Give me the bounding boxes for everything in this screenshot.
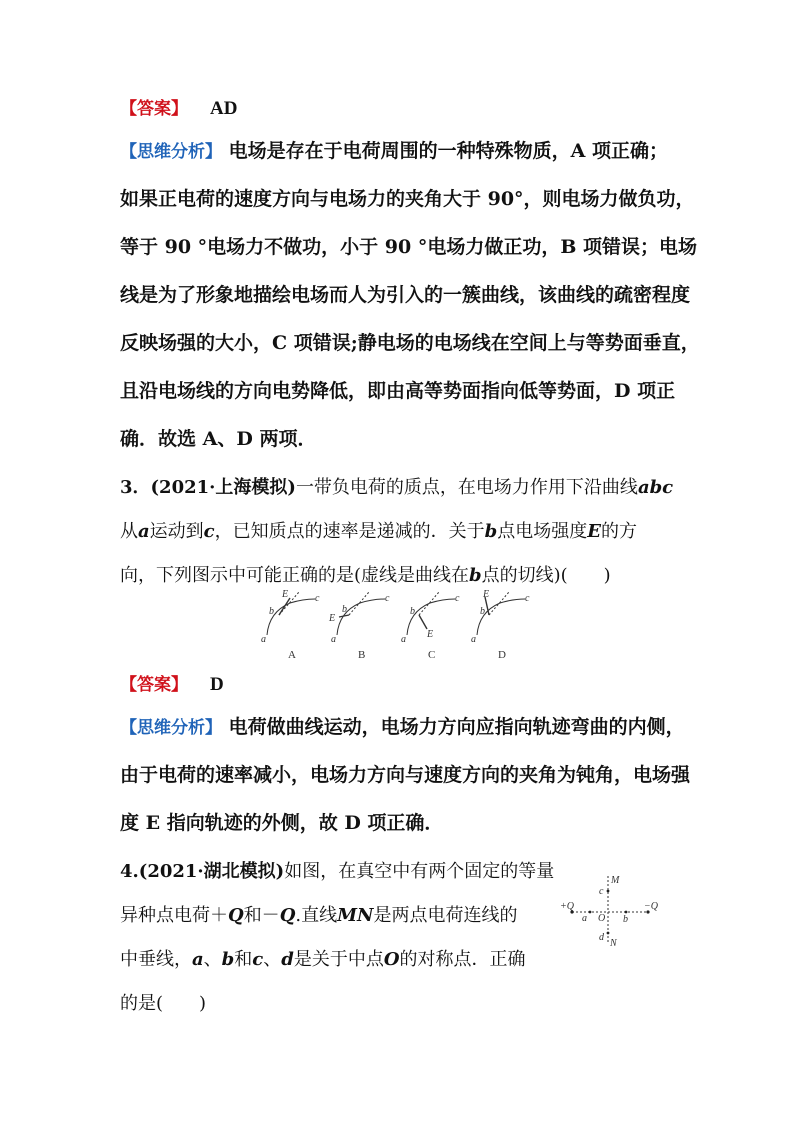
q4-line-1: 4.(2021·湖北模拟)如图，在真空中有两个固定的等量 bbox=[120, 861, 555, 882]
q3-line-2: 从a运动到c，已知质点的速率是递减的．关于b点电场强度E的方 bbox=[120, 521, 637, 542]
point-b bbox=[625, 911, 628, 914]
q2-analysis-line-1: 【思维分析】 电场是存在于电荷周围的一种特殊物质，A 项正确； bbox=[120, 140, 668, 162]
q3-line-1: 3．(2021·上海模拟)一带负电荷的质点，在电场力作用下沿曲线abc bbox=[120, 477, 674, 498]
trajectory-a-option-A bbox=[267, 599, 315, 635]
q3-source: (2021·上海模拟) bbox=[150, 477, 296, 498]
label-E-D: E bbox=[483, 589, 490, 600]
label-a: a bbox=[582, 913, 587, 924]
label-a-A: a bbox=[261, 634, 266, 645]
q4-question bbox=[120, 850, 560, 1026]
q3-analysis-line-3: 度 E 指向轨迹的外侧，故 D 项正确． bbox=[120, 812, 444, 834]
label-c-D: c bbox=[525, 593, 530, 604]
analysis-label: 【思维分析】 bbox=[120, 718, 222, 738]
analysis-label: 【思维分析】 bbox=[120, 142, 222, 162]
label-E-B: E bbox=[329, 613, 336, 624]
label-b-B: b bbox=[342, 604, 347, 615]
q3-line-3: 向，下列图示中可能正确的是(虚线是曲线在b点的切线)( ) bbox=[120, 565, 611, 586]
option-A-label: A bbox=[288, 649, 296, 661]
q3-analysis-line-1: 【思维分析】 电荷做曲线运动，电场力方向应指向轨迹弯曲的内侧， bbox=[120, 716, 685, 738]
label-N: N bbox=[610, 938, 617, 949]
label-b-D: b bbox=[480, 606, 485, 617]
answer-label: 【答案】 bbox=[120, 99, 188, 119]
q2-answer-row bbox=[120, 93, 680, 123]
q4-line-4: 的是( ) bbox=[120, 993, 207, 1014]
option-B-label: B bbox=[358, 649, 366, 661]
q2-answer: AD bbox=[210, 98, 238, 119]
label-b-A: b bbox=[269, 606, 274, 617]
q2-analysis-line-2: 如果正电荷的速度方向与电场力的夹角大于 90°，则电场力做负功， bbox=[120, 188, 695, 210]
label-b: b bbox=[623, 914, 628, 925]
q4-line-2: 异种点电荷＋Q和－Q.直线MN是两点电荷连线的 bbox=[120, 905, 518, 926]
q3-question bbox=[120, 466, 680, 598]
q3-answer-row bbox=[120, 669, 680, 699]
option-D-label: D bbox=[498, 649, 506, 661]
q2-analysis-line-7: 确．故选 A、D 两项． bbox=[120, 428, 317, 450]
point-a bbox=[589, 911, 592, 914]
q2-analysis-line-3: 等于 90 °电场力不做功，小于 90 °电场力做正功，B 项错误；电场 bbox=[120, 236, 698, 258]
label-a-D: a bbox=[471, 634, 476, 645]
option-C-label: C bbox=[428, 649, 436, 661]
q4-source: (2021·湖北模拟) bbox=[138, 861, 285, 882]
field-arrow-option-C bbox=[419, 615, 427, 629]
point-d bbox=[607, 932, 610, 935]
q2-analysis bbox=[120, 127, 700, 463]
label-E-C: E bbox=[427, 629, 434, 640]
label-c-C: c bbox=[455, 593, 460, 604]
q3-analysis-line-2: 由于电荷的速率减小，电场力方向与速度方向的夹角为钝角，电场强 bbox=[120, 764, 691, 786]
q4-line-3: 中垂线，a、b和c、d是关于中点O的对称点．正确 bbox=[120, 949, 526, 970]
q3-answer: D bbox=[210, 674, 224, 695]
answer-label: 【答案】 bbox=[120, 675, 188, 695]
q3-analysis bbox=[120, 703, 691, 847]
field-arrow-option-A bbox=[279, 598, 290, 615]
trajectory-option-D bbox=[477, 599, 525, 635]
label-M: M bbox=[611, 875, 620, 886]
label-O: O bbox=[598, 913, 606, 924]
label-c: c bbox=[599, 886, 604, 897]
q2-analysis-line-4: 线是为了形象地描绘电场而人为引入的一簇曲线，该曲线的疏密程度 bbox=[120, 284, 691, 306]
q2-analysis-line-6: 且沿电场线的方向电势降低，即由高等势面指向低等势面，D 项正 bbox=[120, 380, 676, 402]
q3-figure bbox=[255, 587, 545, 662]
field-arrow-option-B bbox=[339, 615, 349, 617]
label-plus-Q: +Q bbox=[560, 901, 574, 912]
label-minus-Q: −Q bbox=[644, 901, 658, 912]
label-c-B: c bbox=[385, 593, 390, 604]
q2-analysis-line-5: 反映场强的大小，C 项错误;静电场的电场线在空间上与等势面垂直， bbox=[120, 332, 700, 354]
label-d: d bbox=[599, 932, 604, 943]
label-b-C: b bbox=[410, 606, 415, 617]
label-a-B: a bbox=[331, 634, 336, 645]
label-E-A: E bbox=[282, 589, 289, 600]
label-c-A: c bbox=[315, 593, 320, 604]
point-c bbox=[607, 890, 610, 893]
label-a-C: a bbox=[401, 634, 406, 645]
q4-figure bbox=[560, 868, 670, 950]
